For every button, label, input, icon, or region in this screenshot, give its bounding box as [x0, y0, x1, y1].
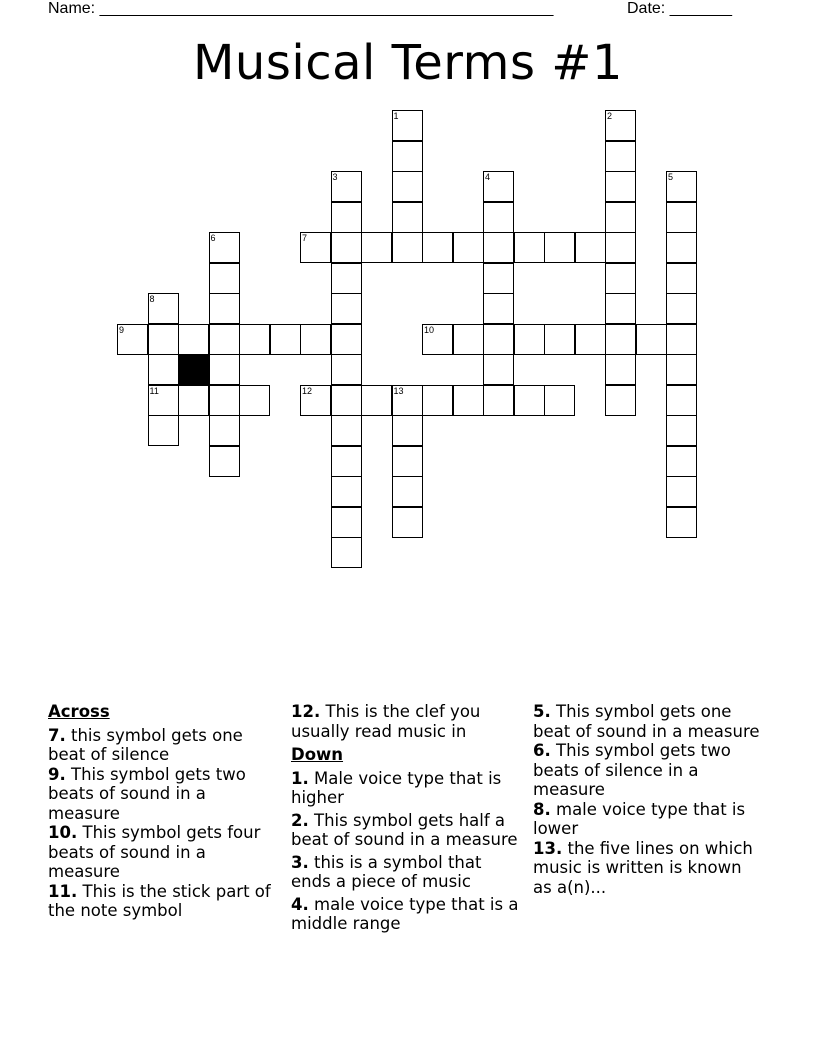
across-clue [48, 882, 280, 921]
crossword-cell[interactable] [148, 324, 179, 355]
crossword-cell[interactable] [331, 202, 362, 233]
across-clue [291, 702, 523, 741]
clue-number: 1. [291, 768, 309, 788]
crossword-cell[interactable] [178, 324, 209, 355]
down-clue [291, 895, 523, 934]
crossword-cell[interactable] [117, 324, 148, 355]
clue-number: 11. [48, 881, 78, 901]
clue-text: This symbol gets one beat of sound in a measure [533, 702, 760, 741]
clue-text: the five lines on which music is written is known as a(n)... [533, 838, 753, 897]
crossword-cell[interactable] [392, 202, 423, 233]
clue-number: 7. [48, 725, 66, 745]
clue-text: This is the stick part of the note symbol [48, 881, 271, 920]
crossword-cell[interactable] [666, 385, 697, 416]
crossword-cell[interactable] [209, 324, 240, 355]
down-clue [533, 800, 765, 839]
crossword-cell[interactable] [300, 232, 331, 263]
crossword-cell[interactable] [422, 232, 453, 263]
crossword-cell[interactable] [392, 110, 423, 141]
crossword-cell[interactable] [453, 385, 484, 416]
crossword-cell[interactable] [605, 232, 636, 263]
crossword-cell[interactable] [209, 446, 240, 477]
crossword-cell[interactable] [392, 141, 423, 172]
crossword-cell[interactable] [392, 232, 423, 263]
crossword-cell[interactable] [361, 232, 392, 263]
cell-number: 8 [149, 294, 155, 304]
crossword-cell[interactable] [666, 263, 697, 294]
crossword-cell[interactable] [209, 415, 240, 446]
cell-number: 3 [332, 172, 338, 182]
crossword-cell[interactable] [148, 385, 179, 416]
crossword-cell[interactable] [483, 293, 514, 324]
clue-number: 9. [48, 764, 66, 784]
crossword-cell[interactable] [331, 415, 362, 446]
clue-number: 13. [533, 838, 563, 858]
crossword-cell[interactable] [666, 476, 697, 507]
crossword-cell[interactable] [514, 232, 545, 263]
down-clue [533, 741, 765, 800]
crossword-cell[interactable] [239, 324, 270, 355]
crossword-cell[interactable] [666, 202, 697, 233]
cell-number: 10 [424, 324, 435, 335]
crossword-cell[interactable] [209, 385, 240, 416]
cell-number: 13 [393, 385, 404, 396]
clue-text: This symbol gets half a beat of sound in a measure [291, 810, 518, 849]
crossword-cell[interactable] [178, 385, 209, 416]
down-heading: Down [291, 745, 344, 764]
crossword-cell[interactable] [331, 293, 362, 324]
clue-number: 6. [533, 741, 551, 760]
clue-number: 12. [291, 702, 321, 721]
crossword-cell[interactable] [331, 476, 362, 507]
crossword-cell[interactable] [666, 354, 697, 385]
crossword-cell[interactable] [392, 507, 423, 538]
crossword-cell[interactable] [483, 385, 514, 416]
crossword-cell[interactable] [483, 202, 514, 233]
crossword-cell[interactable] [422, 385, 453, 416]
crossword-cell[interactable] [605, 263, 636, 294]
crossword-cell[interactable] [514, 385, 545, 416]
crossword-cell[interactable] [483, 354, 514, 385]
crossword-cell[interactable] [209, 354, 240, 385]
clue-column-3 [533, 702, 765, 897]
clue-column-2 [291, 702, 523, 934]
crossword-cell[interactable] [483, 232, 514, 263]
crossword-cell[interactable] [392, 415, 423, 446]
cell-number: 2 [607, 111, 613, 121]
clue-number: 5. [533, 702, 551, 721]
crossword-cell[interactable] [666, 507, 697, 538]
crossword-cell[interactable] [666, 171, 697, 202]
crossword-cell[interactable] [331, 385, 362, 416]
crossword-cell[interactable] [544, 324, 575, 355]
crossword-cell[interactable] [331, 446, 362, 477]
cell-number: 7 [302, 233, 308, 243]
cell-number: 9 [119, 324, 125, 335]
crossword-cell[interactable] [605, 110, 636, 141]
clue-text: This symbol gets four beats of sound in a measure [48, 823, 261, 881]
crossword-cell[interactable] [575, 324, 606, 355]
down-clue [533, 702, 765, 741]
down-clue [291, 811, 523, 850]
crossword-cell[interactable] [605, 171, 636, 202]
down-clue [533, 839, 765, 898]
crossword-cell[interactable] [148, 354, 179, 385]
clue-number: 2. [291, 810, 309, 830]
clue-text: This symbol gets two beats of sound in a measure [48, 764, 246, 823]
crossword-cell[interactable] [453, 232, 484, 263]
crossword-cell[interactable] [148, 415, 179, 446]
crossword-cell[interactable] [605, 385, 636, 416]
down-clue [291, 853, 523, 892]
crossword-cell[interactable] [483, 171, 514, 202]
page-title: Musical Terms #1 [193, 35, 623, 91]
crossword-cell[interactable] [605, 354, 636, 385]
crossword-cell[interactable] [422, 324, 453, 355]
crossword-cell[interactable] [331, 263, 362, 294]
crossword-cell[interactable] [666, 232, 697, 263]
crossword-cell[interactable] [331, 171, 362, 202]
crossword-cell[interactable] [331, 354, 362, 385]
clue-text: This is the clef you usually read music in [291, 702, 481, 741]
cell-number: 6 [210, 233, 216, 243]
crossword-cell[interactable] [514, 324, 545, 355]
clue-number: 10. [48, 823, 78, 842]
crossword-cell[interactable] [666, 293, 697, 324]
crossword-cell[interactable] [392, 385, 423, 416]
across-clue [48, 765, 280, 824]
cell-number: 12 [302, 385, 313, 396]
crossword-cell[interactable] [636, 324, 667, 355]
crossword-cell[interactable] [544, 385, 575, 416]
crossword-cell[interactable] [605, 324, 636, 355]
crossword-cell[interactable] [544, 232, 575, 263]
crossword-cell[interactable] [666, 446, 697, 477]
cell-number: 1 [393, 111, 399, 121]
crossword-cell[interactable] [331, 232, 362, 263]
cell-number: 11 [149, 385, 159, 396]
clue-text: male voice type that is lower [533, 799, 746, 838]
down-clue [291, 769, 523, 808]
clue-number: 4. [291, 894, 309, 914]
crossword-cell[interactable] [331, 537, 362, 568]
crossword-cell[interactable] [483, 324, 514, 355]
crossword-cell[interactable] [209, 263, 240, 294]
crossword-cell[interactable] [666, 324, 697, 355]
clue-text: this is a symbol that ends a piece of music [291, 852, 482, 891]
clue-text: Male voice type that is higher [291, 768, 502, 807]
crossword-cell[interactable] [605, 202, 636, 233]
name-field[interactable]: Name: ___________________________________________________ [48, 0, 554, 17]
across-clue [48, 823, 280, 882]
across-heading: Across [48, 702, 110, 721]
clue-text: male voice type that is a middle range [291, 894, 519, 933]
crossword-cell[interactable] [483, 263, 514, 294]
crossword-cell[interactable] [331, 324, 362, 355]
crossword-cell[interactable] [361, 385, 392, 416]
crossword-cell[interactable] [575, 232, 606, 263]
clue-number: 3. [291, 852, 309, 872]
clue-number: 8. [533, 799, 551, 819]
clue-text: this symbol gets one beat of silence [48, 725, 243, 764]
crossword-cell[interactable] [392, 171, 423, 202]
clue-text: This symbol gets two beats of silence in a measure [533, 741, 731, 799]
crossword-cell[interactable] [300, 324, 331, 355]
crossword-cell[interactable] [270, 324, 301, 355]
crossword-cell[interactable] [453, 324, 484, 355]
crossword-cell[interactable] [605, 141, 636, 172]
crossword-cell[interactable] [239, 385, 270, 416]
cell-number: 4 [485, 172, 491, 182]
crossword-cell[interactable] [209, 293, 240, 324]
across-clue [48, 726, 280, 765]
crossword-cell[interactable] [666, 415, 697, 446]
crossword-block [178, 354, 209, 385]
crossword-cell[interactable] [605, 293, 636, 324]
crossword-cell[interactable] [209, 232, 240, 263]
clue-column-1 [48, 702, 280, 921]
cell-number: 5 [668, 172, 674, 182]
date-field[interactable]: Date: _______ [627, 0, 732, 17]
crossword-cell[interactable] [392, 476, 423, 507]
crossword-cell[interactable] [300, 385, 331, 416]
crossword-cell[interactable] [148, 293, 179, 324]
crossword-cell[interactable] [392, 446, 423, 477]
crossword-cell[interactable] [331, 507, 362, 538]
